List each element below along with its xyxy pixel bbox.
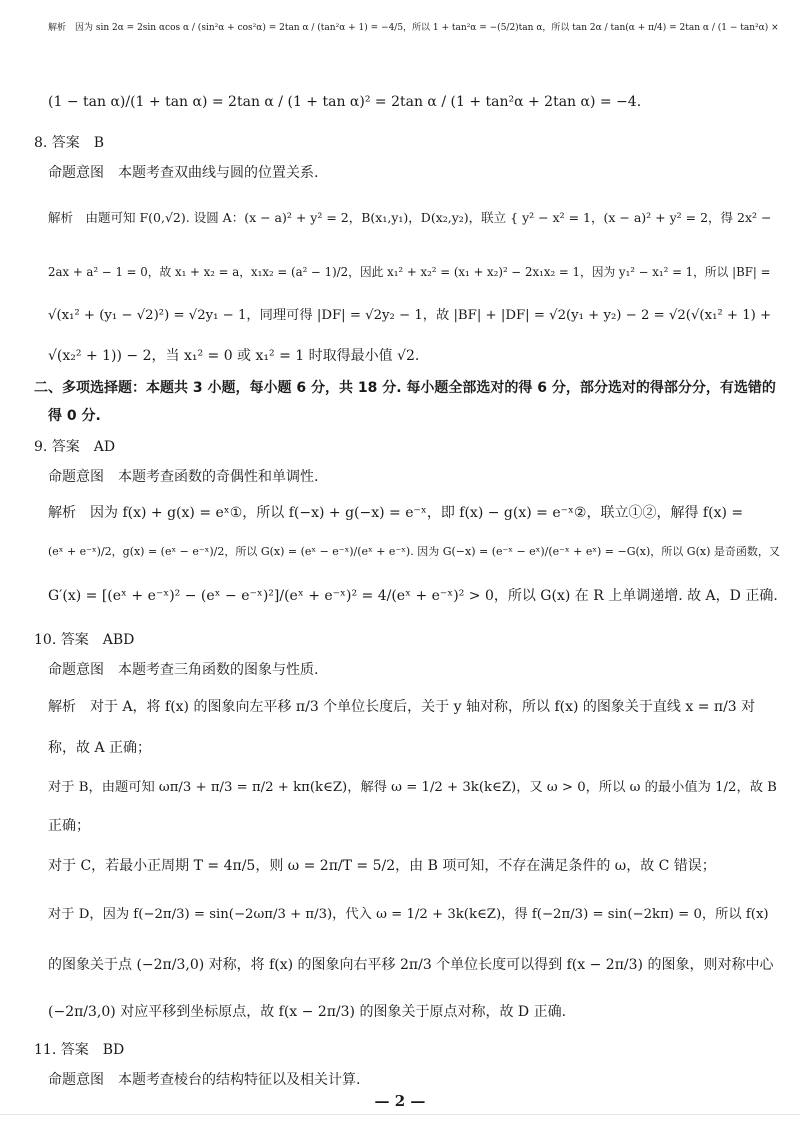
text-line: 2ax + a² − 1 = 0，故 x₁ + x₂ = a，x₁x₂ = (a² − 1)/2，因此 x₁² + x₂² = (x₁ + x₂)² − 2x₁x₂ = 1，因为 y₁² − x₁² = 1，所以 |BF| = xyxy=(48,265,771,279)
text-line: (1 − tan α)/(1 + tan α) = 2tan α / (1 + tan α)² = 2tan α / (1 + tan²α + 2tan α) = −4. xyxy=(48,94,642,110)
text-line: 解析 由题可知 F(0,√2). 设圆 A：(x − a)² + y² = 2，B(x₁,y₁)，D(x₂,y₂)，联立 { y² − x² = 1，(x − a)² + y² = 2，得 2x² − xyxy=(48,210,772,225)
text-line: 对于 D，因为 f(−2π/3) = sin(−2ωπ/3 + π/3)，代入 ω = 1/2 + 3k(k∈Z)，得 f(−2π/3) = sin(−2kπ) = 0，所以 f(x) xyxy=(48,907,769,922)
text-line: (−2π/3,0) 对应平移到坐标原点，故 f(x − 2π/3) 的图象关于原点对称，故 D 正确. xyxy=(48,1004,567,1020)
text-line: 命题意图 本题考查三角函数的图象与性质. xyxy=(48,662,319,678)
answer-heading: 10. 答案 ABD xyxy=(34,632,135,648)
text-line: 正确； xyxy=(48,818,90,834)
text-line: 称，故 A 正确； xyxy=(48,740,152,756)
text-line: 命题意图 本题考查棱台的结构特征以及相关计算. xyxy=(48,1072,361,1088)
text-line: 解析 对于 A，将 f(x) 的图象向左平移 π/3 个单位长度后，关于 y 轴对称，所以 f(x) 的图象关于直线 x = π/3 对 xyxy=(48,699,756,715)
text-line: 对于 B，由题可知 ωπ/3 + π/3 = π/2 + kπ(k∈Z)，解得 ω = 1/2 + 3k(k∈Z)，又 ω > 0，所以 ω 的最小值为 1/2，故 B xyxy=(48,780,777,795)
text-line: 对于 C，若最小正周期 T = 4π/5，则 ω = 2π/T = 5/2，由 B 项可知，不存在满足条件的 ω，故 C 错误； xyxy=(48,858,716,874)
section-heading: 二、多项选择题：本题共 3 小题，每小题 6 分，共 18 分. 每小题全部选对的得 6 分，部分选对的得部分分，有选错的 xyxy=(34,380,776,396)
text-line: √(x₂² + 1)) − 2，当 x₁² = 0 或 x₁² = 1 时取得最小值 √2. xyxy=(48,348,420,364)
answer-heading: 9. 答案 AD xyxy=(34,439,116,455)
footer-divider xyxy=(0,1114,800,1115)
answer-heading: 8. 答案 B xyxy=(34,135,105,151)
text-line: (eˣ + e⁻ˣ)/2，g(x) = (eˣ − e⁻ˣ)/2，所以 G(x) = (eˣ − e⁻ˣ)/(eˣ + e⁻ˣ). 因为 G(−x) = (e⁻ˣ − eˣ)/(e⁻ˣ + eˣ) = −G(x)，所以 G(x) 是奇函数，又 xyxy=(48,545,780,558)
text-line: G′(x) = [(eˣ + e⁻ˣ)² − (eˣ − e⁻ˣ)²]/(eˣ + e⁻ˣ)² = 4/(eˣ + e⁻ˣ)² > 0，所以 G(x) 在 R 上单调递增. 故 A，D 正确. xyxy=(48,588,778,604)
text-line: √(x₁² + (y₁ − √2)²) = √2y₁ − 1，同理可得 |DF| = √2y₂ − 1，故 |BF| + |DF| = √2(y₁ + y₂) − 2 = √2(√(x₁² + 1) + xyxy=(48,308,772,323)
text-line: 解析 因为 sin 2α = 2sin αcos α / (sin²α + cos²α) = 2tan α / (tan²α + 1) = −4/5，所以 1 + tan²α = −(5/2)tan α，所以 tan 2α / tan(α + π/4) = 2tan α / (1 − tan²α) × xyxy=(48,23,779,33)
text-line: 解析 因为 f(x) + g(x) = eˣ①，所以 f(−x) + g(−x) = e⁻ˣ，即 f(x) − g(x) = e⁻ˣ②，联立①②，解得 f(x) = xyxy=(48,505,744,521)
text-line: 命题意图 本题考查双曲线与圆的位置关系. xyxy=(48,165,319,181)
page-number: — 2 — xyxy=(374,1092,426,1110)
text-line: 的图象关于点 (−2π/3,0) 对称，将 f(x) 的图象向右平移 2π/3 个单位长度可以得到 f(x − 2π/3) 的图象，则对称中心 xyxy=(48,957,774,973)
answer-heading: 11. 答案 BD xyxy=(34,1042,125,1058)
section-heading-cont: 得 0 分. xyxy=(48,408,101,424)
text-line: 命题意图 本题考查函数的奇偶性和单调性. xyxy=(48,469,319,485)
